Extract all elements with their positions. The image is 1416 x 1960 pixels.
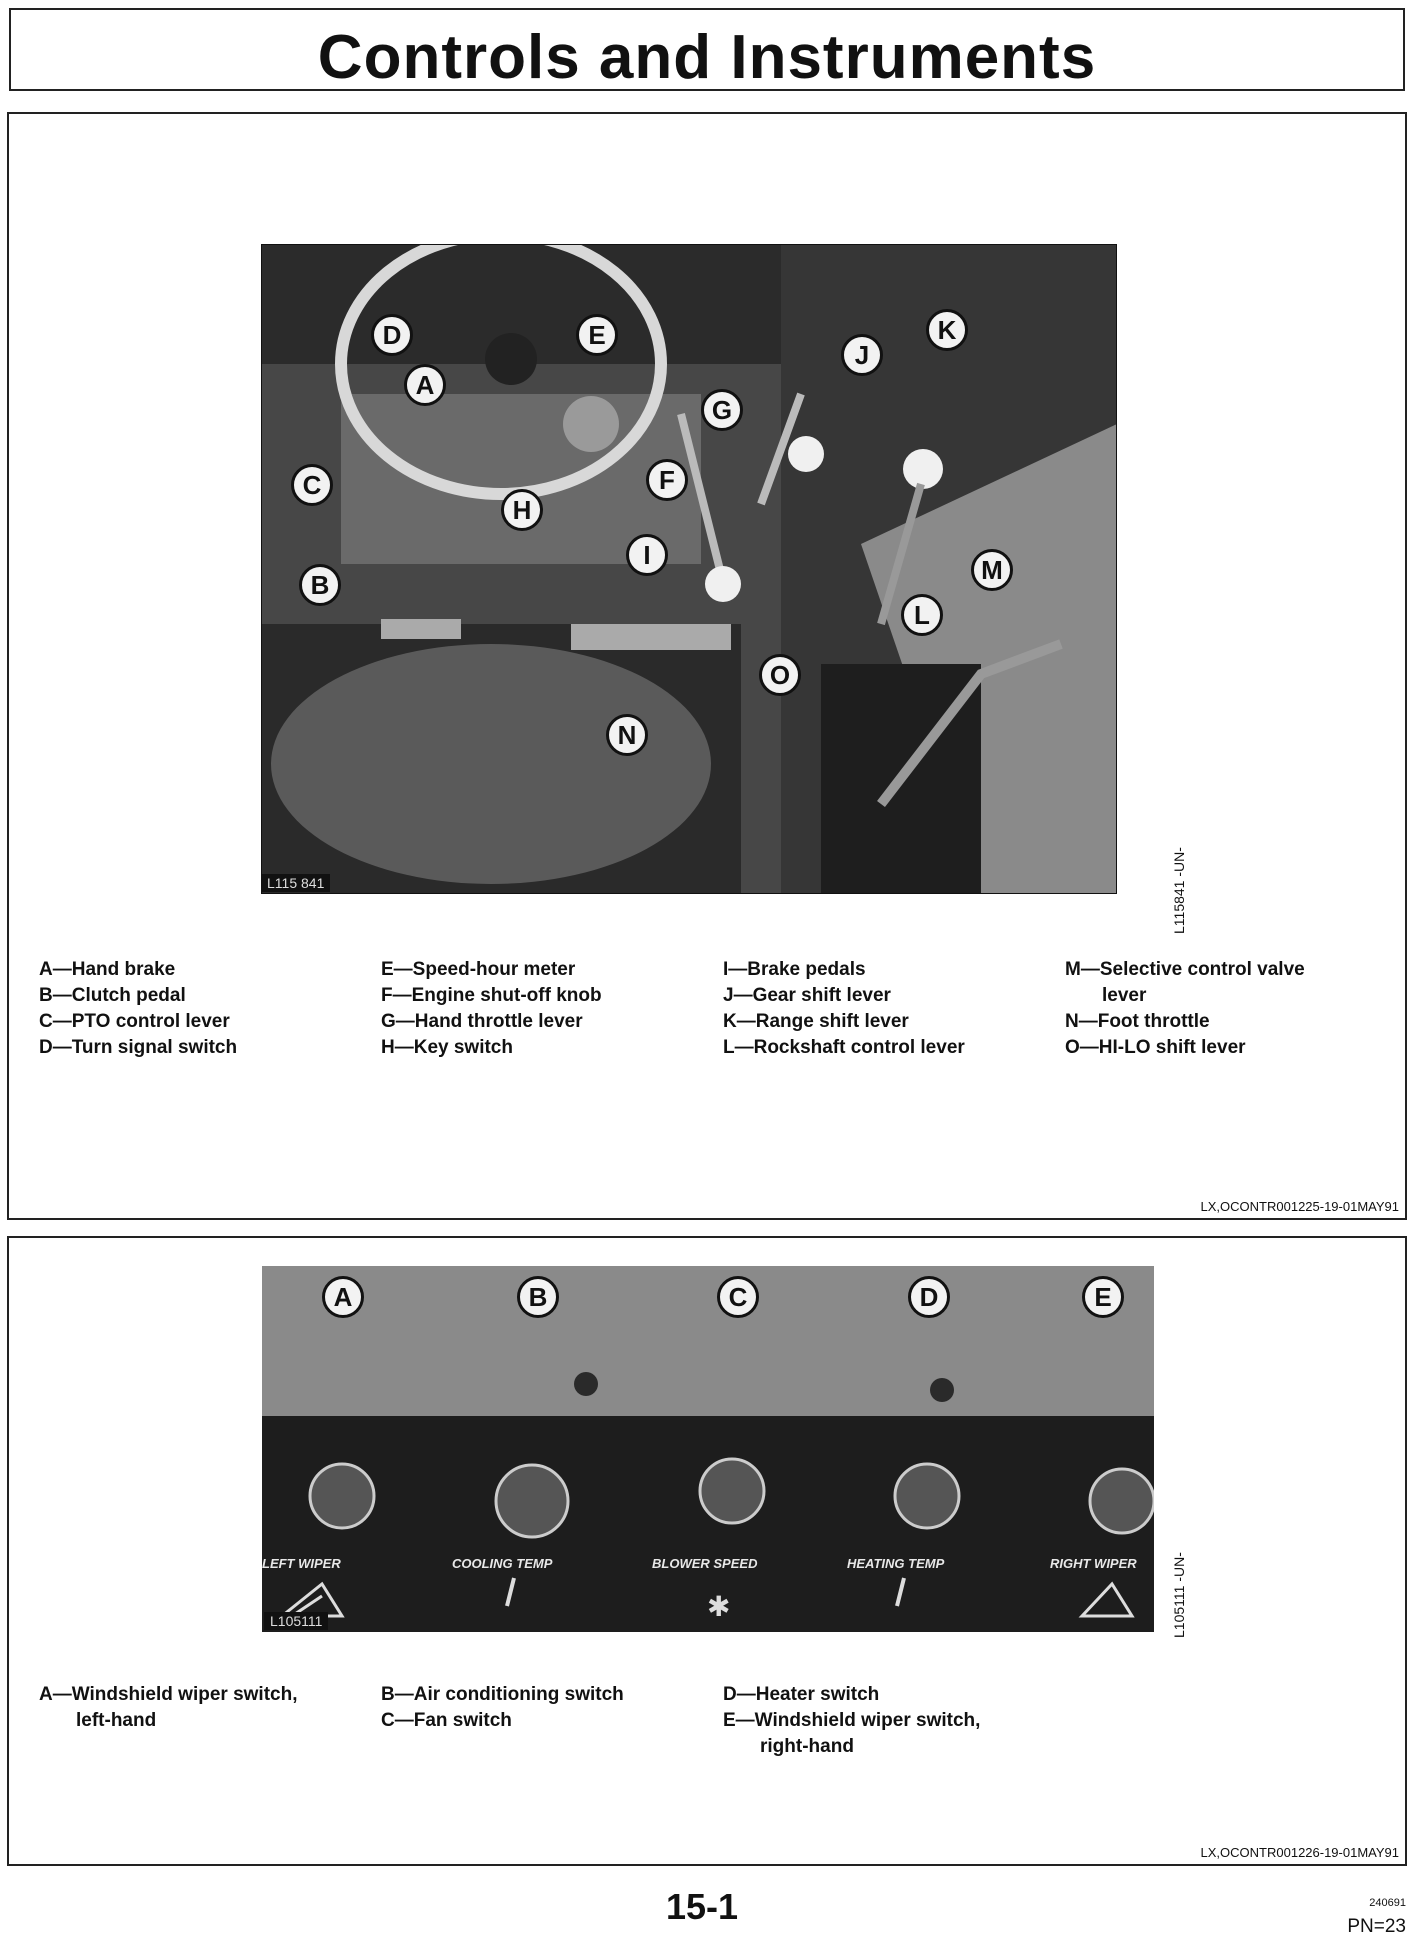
legend-col-3 bbox=[723, 957, 965, 1061]
legend-col-1 bbox=[39, 957, 237, 1061]
callout-i: I bbox=[626, 534, 668, 576]
legend-col-2 bbox=[381, 957, 602, 1061]
legend-item: O—HI-LO shift lever bbox=[1065, 1037, 1246, 1058]
callout-e: E bbox=[1082, 1276, 1124, 1318]
legend-item: J—Gear shift lever bbox=[723, 985, 891, 1006]
legend-col-4 bbox=[1065, 957, 1305, 1061]
svg-text:✱: ✱ bbox=[707, 1590, 731, 1623]
callout-c: C bbox=[291, 464, 333, 506]
legend-item: M—Selective control valve bbox=[1065, 959, 1305, 980]
legend-item: left-hand bbox=[76, 1710, 157, 1731]
legend-item: E—Windshield wiper switch, bbox=[723, 1710, 981, 1731]
photo-code: L105111 bbox=[264, 1612, 328, 1630]
callout-c: C bbox=[717, 1276, 759, 1318]
callout-n: N bbox=[606, 714, 648, 756]
callout-m: M bbox=[971, 549, 1013, 591]
side-code: L105111 -UN- bbox=[1171, 1552, 1187, 1638]
doc-code: LX,OCONTR001225-19-01MAY91 bbox=[1200, 1199, 1399, 1214]
legend-item: C—Fan switch bbox=[381, 1710, 512, 1731]
knob-label-left-wiper: LEFT WIPER bbox=[262, 1556, 341, 1571]
page-number: 15-1 bbox=[666, 1886, 739, 1927]
legend-item: D—Heater switch bbox=[723, 1684, 880, 1705]
callout-o: O bbox=[759, 654, 801, 696]
knob-label-blower-speed: BLOWER SPEED bbox=[652, 1556, 758, 1571]
legend-col-3 bbox=[723, 1682, 980, 1760]
legend-item: I—Brake pedals bbox=[723, 959, 866, 980]
photo-code: L115 841 bbox=[261, 874, 330, 892]
legend-item: G—Hand throttle lever bbox=[381, 1011, 583, 1032]
legend-item: B—Air conditioning switch bbox=[381, 1684, 624, 1705]
legend-item: E—Speed-hour meter bbox=[381, 959, 576, 980]
legend-item: right-hand bbox=[760, 1736, 854, 1757]
legend-item: H—Key switch bbox=[381, 1037, 513, 1058]
legend-item: C—PTO control lever bbox=[39, 1011, 230, 1032]
callout-h: H bbox=[501, 489, 543, 531]
side-code: L115841 -UN- bbox=[1171, 847, 1187, 934]
climate-panel bbox=[7, 1236, 1407, 1866]
legend-item: N—Foot throttle bbox=[1065, 1011, 1210, 1032]
legend-item: F—Engine shut-off knob bbox=[381, 985, 602, 1006]
page-title: Controls and Instruments bbox=[317, 23, 1097, 92]
legend-item: L—Rockshaft control lever bbox=[723, 1037, 965, 1058]
callout-g: G bbox=[701, 389, 743, 431]
callout-k: K bbox=[926, 309, 968, 351]
callout-d: D bbox=[908, 1276, 950, 1318]
callout-a: A bbox=[322, 1276, 364, 1318]
pn-code: PN=23 bbox=[1347, 1916, 1406, 1937]
callout-a: A bbox=[404, 364, 446, 406]
knob-label-cooling-temp: COOLING TEMP bbox=[452, 1556, 553, 1571]
callout-d: D bbox=[371, 314, 413, 356]
date-stamp: 240691 bbox=[1369, 1897, 1406, 1909]
tractor-cab-photo bbox=[261, 244, 1117, 894]
doc-code: LX,OCONTR001226-19-01MAY91 bbox=[1200, 1845, 1399, 1860]
knob-label-heating-temp: HEATING TEMP bbox=[847, 1556, 945, 1571]
legend-col-1 bbox=[39, 1682, 297, 1734]
legend-item: K—Range shift lever bbox=[723, 1011, 909, 1032]
callout-b: B bbox=[517, 1276, 559, 1318]
controls-panel bbox=[7, 112, 1407, 1220]
legend-item: A—Windshield wiper switch, bbox=[39, 1684, 298, 1705]
legend-item: lever bbox=[1102, 985, 1147, 1006]
legend-item: A—Hand brake bbox=[39, 959, 176, 980]
title-box bbox=[9, 8, 1405, 91]
callout-b: B bbox=[299, 564, 341, 606]
legend-item: B—Clutch pedal bbox=[39, 985, 186, 1006]
climate-controls-illustration bbox=[262, 1266, 1154, 1632]
callout-e: E bbox=[576, 314, 618, 356]
climate-controls-photo bbox=[262, 1266, 1154, 1632]
knob-label-right-wiper: RIGHT WIPER bbox=[1050, 1556, 1137, 1571]
legend-item: D—Turn signal switch bbox=[39, 1037, 238, 1058]
callout-f: F bbox=[646, 459, 688, 501]
callout-l: L bbox=[901, 594, 943, 636]
legend-col-2 bbox=[381, 1682, 624, 1734]
callout-j: J bbox=[841, 334, 883, 376]
